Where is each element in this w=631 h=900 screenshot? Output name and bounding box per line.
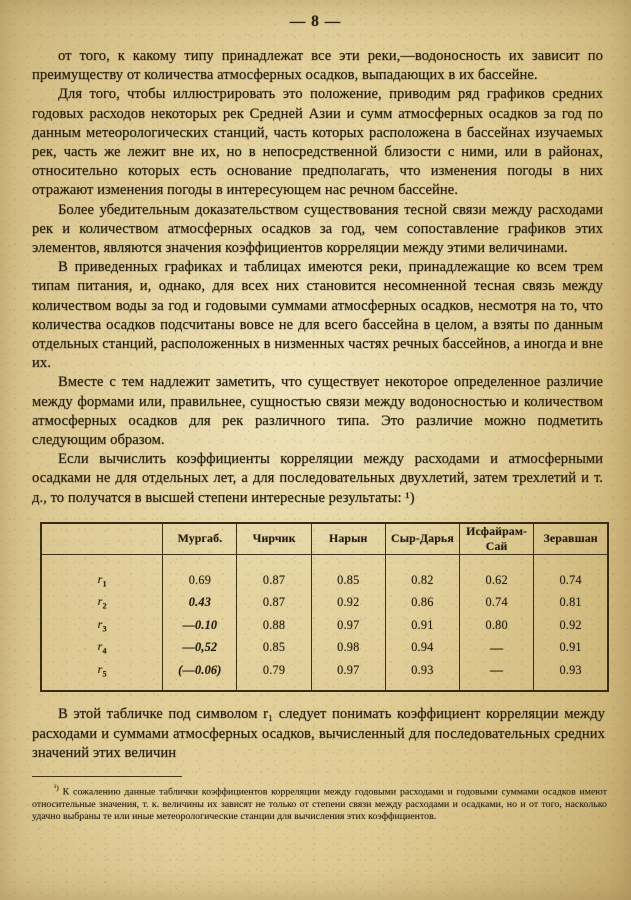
footnote-text	[32, 782, 607, 824]
cell-value: 0.79	[237, 659, 311, 692]
column-header-zeravshan: Зеравшан	[534, 523, 608, 555]
table-row	[41, 636, 608, 659]
table-row	[41, 659, 608, 692]
footnote-block	[0, 776, 631, 824]
row-label: $r_3$	[41, 614, 163, 637]
cell-value: 0.62	[460, 559, 534, 592]
table-corner-header	[41, 523, 163, 555]
column-header-chirchik: Чирчик	[237, 523, 311, 555]
footnote-body: К сожалению данные таблички коэффициентов корреляции между годовыми расходами и годовыми суммами осадков имеют относительные значения, т. к. величины их зависят не только от степени связи между расходами и осадками, но и от того, насколько удачно выбраны те или иные метеорологические станции для вычисления этих коэффициентов.	[32, 786, 607, 823]
cell-value: 0.93	[385, 659, 459, 692]
cell-value: 0.69	[163, 559, 237, 592]
cell-value: 0.85	[311, 559, 385, 592]
table-body	[41, 559, 608, 692]
cell-value: 0.87	[237, 559, 311, 592]
row-label: $r_4$	[41, 636, 163, 659]
cell-value: 0.97	[311, 659, 385, 692]
footnote-divider	[32, 776, 182, 777]
row-label: $r_5$	[41, 659, 163, 692]
paragraph: В приведенных графиках и таблицах имеются реки, принадлежащие ко всем трем типам питания, и, однако, для всех них становится несомненной тесная связь между количеством воды за год и годовыми суммами атмосферных осадков, несмотря на то, что количества осадков подсчитаны вовсе не для всего бассейна в целом, а взяты по данным отдельных станций, расположенных в низменных частях речных бассейнов, а иногда и вне их.	[32, 259, 603, 372]
cell-value: (—0.06)	[163, 659, 237, 692]
column-header-syr-darya: Сыр-Дарья	[385, 523, 459, 555]
cell-value: 0.94	[385, 636, 459, 659]
column-header-naryn: Нарын	[311, 523, 385, 555]
table-row	[41, 559, 608, 592]
table-header-row	[41, 523, 608, 555]
cell-value: 0.74	[460, 591, 534, 614]
table-row	[41, 591, 608, 614]
paragraph: Если вычислить коэффициенты корреляции между расходами и атмосферными осадками не для отдельных лет, а для последовательных двухлетий, затем трехлетий и т. д., то получатся в высшей степени интересные результаты: ¹)	[32, 451, 603, 506]
cell-value: 0.88	[237, 614, 311, 637]
cell-value: —0,52	[163, 636, 237, 659]
table-head	[41, 523, 608, 559]
column-header-murgab: Мургаб.	[163, 523, 237, 555]
cell-value: 0.74	[534, 559, 608, 592]
paragraph: Вместе с тем надлежит заметить, что существует некоторое определенное различие между формами или, правильнее, сущностью связи между водоносностью и количеством атмосферных осадков для рек различного типа. Это различие можно подметить следующим образом.	[32, 374, 603, 449]
cell-value: —	[460, 636, 534, 659]
cell-value: 0.92	[534, 614, 608, 637]
cell-value: 0.85	[237, 636, 311, 659]
cell-value: 0.98	[311, 636, 385, 659]
paragraph: от того, к какому типу принадлежат все эти реки,—водоносность их зависит по преимуществу от количества атмосферных осадков, выпадающих в их бассейне.	[32, 48, 603, 84]
cell-value: 0.80	[460, 614, 534, 637]
footnote-marker: ¹)	[54, 782, 59, 792]
cell-value: —0.10	[163, 614, 237, 637]
row-label: $r_1$	[41, 559, 163, 592]
paragraph: Для того, чтобы иллюстрировать это положение, приводим ряд графиков средних годовых расходов некоторых рек Средней Азии и сумм атмосферных осадков за год по данным метеорологических станций, часть которых расположена в бассейнах изучаемых рек, часть же лежит вне их, но в непосредственной близости с ними, или в районах, относительно которых есть основание предполагать, что изменения погоды в них отражают изменения погоды в интересующем нас речном бассейне.	[32, 86, 603, 199]
cell-value: 0.86	[385, 591, 459, 614]
cell-value: 0.93	[534, 659, 608, 692]
cell-value: 0.97	[311, 614, 385, 637]
cell-value: 0.92	[311, 591, 385, 614]
cell-value: 0.82	[385, 559, 459, 592]
cell-value: —	[460, 659, 534, 692]
cell-value: 0.43	[163, 591, 237, 614]
cell-value: 0.81	[534, 591, 608, 614]
correlation-table	[40, 522, 609, 693]
correlation-table-wrapper	[0, 522, 631, 693]
cell-value: 0.91	[534, 636, 608, 659]
after-table-text	[0, 705, 631, 763]
row-label: $r_2$	[41, 591, 163, 614]
paragraph: Более убедительным доказательством существования тесной связи между расходами рек и количеством атмосферных осадков за год, чем сопоставление графиков этих элементов, являются значения коэффициентов корреляции между этими величинами.	[32, 201, 603, 257]
paragraph: В этой табличке под символом r₁ следует понимать коэффициент корреляции между расходами и суммами атмосферных осадков, вычисленный для последовательных средних значений этих величин	[32, 706, 605, 761]
column-header-isfayram-say: Исфайрам-Сай	[460, 523, 534, 555]
cell-value: 0.87	[237, 591, 311, 614]
cell-value: 0.91	[385, 614, 459, 637]
page-number: — 8 —	[289, 13, 342, 30]
body-text-block	[0, 47, 631, 508]
table-row	[41, 614, 608, 637]
